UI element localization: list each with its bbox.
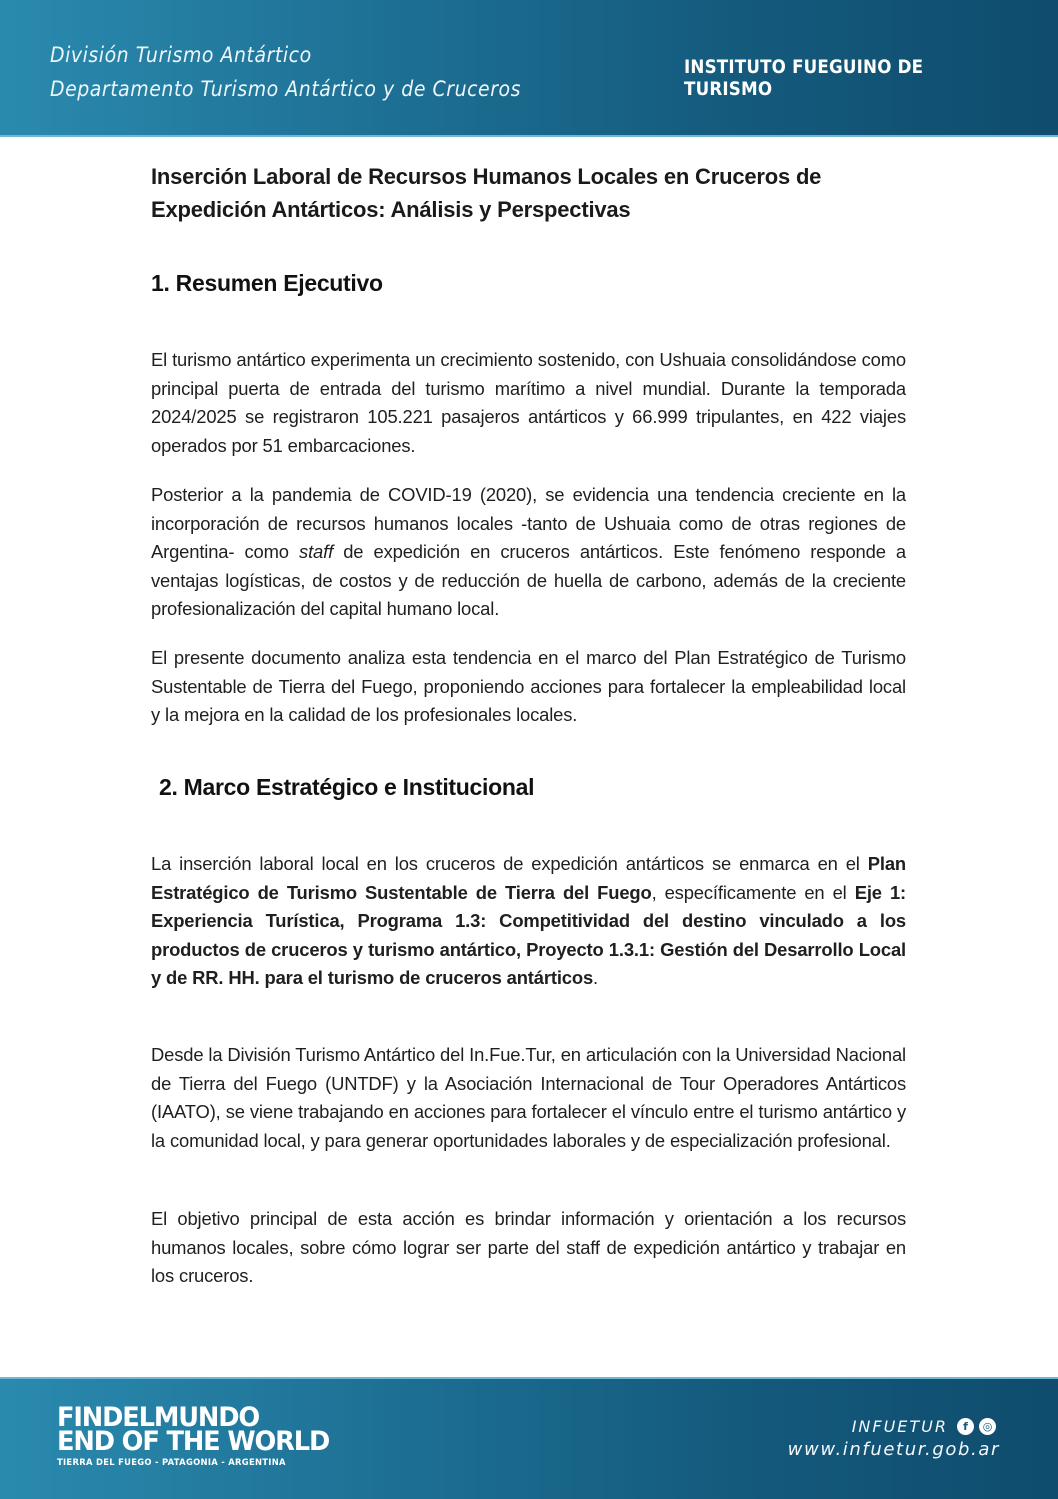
paragraph-text: de expedición en cruceros antárticos. Este fenómeno responde a ventajas logísticas, de costos y de reducción de huella de carbono, además de la creciente profesionalización del capital humano local. (151, 541, 907, 620)
bold-program-reference: Eje 1: Experiencia Turística, Programa 1.3: Competitividad del destino vinculado a los productos de cruceros y turismo antártico, Proyecto 1.3.1: Gestión del Desarrollo Local y de RR. HH. para el turismo de cruceros antárticos (151, 881, 906, 989)
website-link[interactable]: www.infuetur.gob.ar (787, 1439, 1000, 1460)
paragraph-text: Posterior a la pandemia de COVID-19 (2020), se evidencia una tendencia creciente en la incorporación de recursos humanos locales -tanto de Ushuaia como de otras regiones de Argentina- como (151, 484, 906, 563)
section-heading-marco: 2. Marco Estratégico e Institucional (159, 774, 535, 800)
document-title: Inserción Laboral de Recursos Humanos Locales en Cruceros de Expedición Antárticos: Análisis y Perspectivas (151, 164, 822, 222)
paragraph-marco-3: El objetivo principal de esta acción es brindar información y orientación a los recursos humanos locales, sobre cómo lograr ser parte del staff de expedición antártico y trabajar en los cruceros. (151, 1208, 906, 1287)
logo-tagline: TIERRA DEL FUEGO - PATAGONIA - ARGENTINA (57, 1457, 286, 1467)
header-department-line: Departamento Turismo Antártico y de Cruceros (50, 77, 522, 101)
social-links (852, 1417, 996, 1436)
paragraph-text: . (593, 967, 599, 989)
paragraph-resumen-2 (151, 481, 906, 624)
header-division-line: División Turismo Antártico (50, 43, 312, 67)
italic-term-staff: staff (299, 541, 334, 563)
logo-line-1: FINDELMUNDO (57, 1402, 260, 1433)
instagram-icon[interactable]: ◎ (979, 1418, 996, 1435)
header-division-title (50, 38, 521, 106)
paragraph-text: La inserción laboral local en los cruceros de expedición antárticos se enmarca en el (151, 853, 868, 874)
paragraph-text: , específicamente en el (651, 881, 855, 903)
facebook-icon[interactable]: f (957, 1418, 974, 1435)
paragraph-resumen-1: El turismo antártico experimenta un crecimiento sostenido, con Ushuaia consolidándose como principal puerta de entrada del turismo marítimo a nivel mundial. Durante la temporada 2024/2025 se registraron 105.221 pasajeros antárticos y 66.999 tripulantes, en 422 viajes operados por 51 embarcaciones. (151, 349, 906, 456)
infuetur-brand: INFUETUR (851, 1417, 948, 1436)
page-header (0, 0, 1058, 137)
paragraph-marco-1 (151, 850, 906, 993)
paragraph-marco-2: Desde la División Turismo Antártico del In.Fue.Tur, en articulación con la Universidad Nacional de Tierra del Fuego (UNTDF) y la Asociación Internacional de Tour Operadores Antárticos (IAATO), se viene trabajando en acciones para fortalecer el vínculo entre el turismo antártico y la comunidad local, y para generar oportunidades laborales y de especialización profesional. (151, 1044, 906, 1151)
header-institute-title: INSTITUTO FUEGUINO DE TURISMO (684, 56, 924, 100)
fin-del-mundo-logo (57, 1402, 343, 1467)
logo-line-2: END OF THE WORLD (57, 1426, 330, 1457)
page-footer (0, 1377, 1058, 1499)
bold-plan-name: Plan Estratégico de Turismo Sustentable de Tierra del Fuego (151, 853, 906, 903)
section-heading-resumen: 1. Resumen Ejecutivo (151, 270, 383, 296)
paragraph-resumen-3: El presente documento analiza esta tendencia en el marco del Plan Estratégico de Turismo Sustentable de Tierra del Fuego, proponiendo acciones para fortalecer la empleabilidad local y la mejora en la calidad de los profesionales locales. (151, 647, 906, 726)
